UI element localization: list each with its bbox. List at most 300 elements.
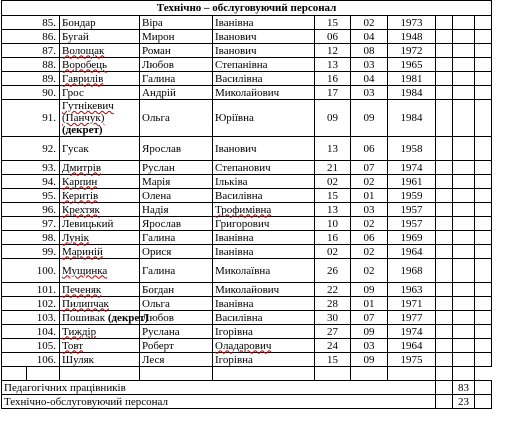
patronymic-text: Василівна [215,311,263,324]
patronymic-text: Ігорівна [215,353,253,366]
birth-month-cell: 03 [351,86,388,100]
empty-cell [140,367,213,381]
empty-cell [315,367,351,381]
empty-cell [453,175,475,189]
first-name-cell: Галина [140,72,213,86]
empty-cell [436,353,453,367]
first-name-cell: Леся [140,353,213,367]
surname-text: Пошивак [62,311,106,324]
empty-cell [2,367,27,381]
empty-cell [436,367,453,381]
row-number: 101. [2,283,60,297]
birth-year-cell: 1972 [388,44,436,58]
birth-day-cell: 15 [315,189,351,203]
birth-day-cell: 13 [315,137,351,161]
surname-cell [60,217,140,231]
surname-text: Печеняк [62,283,102,296]
first-name-cell: Марія [140,175,213,189]
staff-row [2,16,492,30]
birth-year-cell: 1973 [388,16,436,30]
empty-cell [475,137,492,161]
empty-cell [436,161,453,175]
patronymic-cell [213,231,315,245]
surname-cell [60,339,140,353]
birth-month-cell: 09 [351,325,388,339]
surname-text: Тиждір [62,325,97,338]
birth-year-cell: 1974 [388,325,436,339]
surname-cell [60,30,140,44]
birth-month-cell: 08 [351,44,388,58]
empty-cell [436,16,453,30]
patronymic-text: Миколайович [215,86,280,99]
surname-cell [60,161,140,175]
row-number: 97. [2,217,60,231]
empty-cell [475,311,492,325]
empty-cell [453,161,475,175]
empty-cell [436,217,453,231]
row-number: 96. [2,203,60,217]
empty-cell [475,175,492,189]
patronymic-text: Трофимівна [215,203,272,216]
empty-cell [453,311,475,325]
birth-day-cell: 24 [315,339,351,353]
empty-cell [436,231,453,245]
birth-year-cell: 1958 [388,137,436,161]
patronymic-cell [213,189,315,203]
patronymic-text: Василівна [215,189,263,202]
patronymic-text: Василівна [215,72,263,85]
row-number: 102. [2,297,60,311]
patronymic-cell [213,325,315,339]
birth-year-cell: 1957 [388,203,436,217]
empty-cell [475,217,492,231]
empty-cell [475,161,492,175]
empty-cell [453,16,475,30]
patronymic-cell [213,30,315,44]
staff-table-sheet [1,0,491,435]
staff-row [2,137,492,161]
birth-day-cell: 10 [315,217,351,231]
birth-day-cell: 12 [315,44,351,58]
first-name-cell: Ольга [140,297,213,311]
birth-day-cell: 13 [315,203,351,217]
surname-text: Мариній [62,245,103,258]
staff-row [2,44,492,58]
surname-maiden: (Панчук) [62,112,105,124]
empty-cell [436,189,453,203]
empty-cell [436,325,453,339]
empty-cell [475,339,492,353]
row-number: 87. [2,44,60,58]
staff-row [2,30,492,44]
staff-row [2,100,492,137]
birth-year-cell: 1968 [388,259,436,283]
surname-text: Крехтяк [62,203,100,216]
patronymic-cell [213,44,315,58]
surname-cell [60,283,140,297]
birth-year-cell: 1961 [388,175,436,189]
row-number: 86. [2,30,60,44]
patronymic-cell [213,58,315,72]
patronymic-text: Степанівна [215,58,268,71]
empty-cell [475,245,492,259]
summary-row [2,395,492,409]
empty-cell [475,297,492,311]
empty-cell [475,16,492,30]
empty-cell [475,353,492,367]
staff-row [2,259,492,283]
staff-row [2,311,492,325]
birth-day-cell: 09 [315,100,351,137]
patronymic-cell [213,203,315,217]
birth-day-cell: 17 [315,86,351,100]
empty-cell [453,353,475,367]
surname-cell [60,203,140,217]
surname-cell [60,297,140,311]
staff-row [2,231,492,245]
birth-day-cell: 28 [315,297,351,311]
birth-year-cell: 1977 [388,311,436,325]
patronymic-text: Оладарович [215,339,272,352]
empty-cell [436,203,453,217]
first-name-cell: Олена [140,189,213,203]
surname-cell [60,137,140,161]
empty-cell [453,367,475,381]
staff-row [2,86,492,100]
patronymic-text: Ільківа [215,175,248,188]
surname-text: Волощак [62,44,105,57]
first-name-cell: Надія [140,203,213,217]
empty-cell [453,297,475,311]
patronymic-text: Ігорівна [215,325,253,338]
empty-cell [453,231,475,245]
empty-cell [453,283,475,297]
birth-month-cell: 02 [351,259,388,283]
birth-year-cell: 1974 [388,161,436,175]
row-number: 94. [2,175,60,189]
patronymic-text: Миколаївна [215,264,271,277]
birth-month-cell: 02 [351,245,388,259]
patronymic-cell [213,175,315,189]
birth-day-cell: 15 [315,16,351,30]
empty-cell [475,203,492,217]
birth-month-cell: 09 [351,100,388,137]
birth-day-cell: 16 [315,231,351,245]
first-name-cell: Андрій [140,86,213,100]
row-number: 91. [2,100,60,137]
surname-cell [60,325,140,339]
birth-month-cell: 09 [351,353,388,367]
birth-year-cell: 1969 [388,231,436,245]
row-number: 85. [2,16,60,30]
patronymic-cell [213,161,315,175]
surname-text: Бондар [62,16,96,29]
patronymic-text: Іванівна [215,231,254,244]
first-name-cell: Мирон [140,30,213,44]
surname-cell [60,353,140,367]
patronymic-text: Миколайович [215,283,280,296]
birth-month-cell: 06 [351,137,388,161]
surname-text: Гутнікевич [62,100,114,112]
empty-cell [60,367,140,381]
first-name-cell: Галина [140,231,213,245]
empty-cell [475,44,492,58]
section-title: Технічно – обслуговуючий персонал [2,1,492,16]
summary-label: Педагогічних працівників [2,381,436,395]
patronymic-cell [213,339,315,353]
surname-text: Дмитрів [62,161,102,174]
row-number: 100. [2,259,60,283]
birth-day-cell: 30 [315,311,351,325]
empty-cell [351,367,388,381]
birth-year-cell: 1957 [388,217,436,231]
row-number: 98. [2,231,60,245]
birth-month-cell: 03 [351,58,388,72]
surname-text: Пилипчак [62,297,109,310]
empty-cell [453,86,475,100]
blank-row [2,367,492,381]
empty-cell [475,58,492,72]
staff-row [2,283,492,297]
summary-row [2,381,492,395]
staff-row [2,203,492,217]
surname-cell [60,245,140,259]
birth-year-cell: 1948 [388,30,436,44]
birth-month-cell: 04 [351,72,388,86]
empty-cell [436,72,453,86]
row-number: 103. [2,311,60,325]
staff-row [2,325,492,339]
decree-note: (декрет) [107,311,149,324]
birth-day-cell: 27 [315,325,351,339]
birth-month-cell: 01 [351,189,388,203]
surname-text: Лунік [62,231,89,244]
first-name-cell: Любов [140,311,213,325]
empty-cell [436,137,453,161]
birth-month-cell: 07 [351,311,388,325]
birth-day-cell: 06 [315,30,351,44]
empty-cell [453,44,475,58]
row-number: 99. [2,245,60,259]
row-number: 95. [2,189,60,203]
patronymic-cell [213,86,315,100]
empty-cell [436,44,453,58]
row-number: 93. [2,161,60,175]
row-number: 92. [2,137,60,161]
row-number: 104. [2,325,60,339]
surname-text: Бугай [62,30,89,43]
empty-cell [388,367,436,381]
staff-row [2,189,492,203]
birth-day-cell: 21 [315,161,351,175]
empty-cell [436,100,453,137]
empty-cell [436,339,453,353]
title-row [2,1,492,16]
patronymic-text: Іванівна [215,297,254,310]
decree-note: (декрет) [62,124,103,136]
patronymic-text: Іванович [215,30,257,43]
empty-cell [475,72,492,86]
first-name-cell: Ярослав [140,137,213,161]
birth-day-cell: 15 [315,353,351,367]
patronymic-cell [213,72,315,86]
empty-cell [436,297,453,311]
empty-cell [436,259,453,283]
empty-cell [453,217,475,231]
empty-cell [453,137,475,161]
surname-text: Воробець [62,58,108,71]
birth-year-cell: 1984 [388,86,436,100]
surname-text: Гаврилів [62,72,104,85]
patronymic-cell [213,259,315,283]
patronymic-cell [213,137,315,161]
row-number: 105. [2,339,60,353]
empty-cell [436,86,453,100]
birth-month-cell: 02 [351,175,388,189]
staff-row [2,72,492,86]
birth-day-cell: 02 [315,175,351,189]
empty-cell [475,381,492,395]
surname-text: Грос [62,86,84,99]
staff-row [2,217,492,231]
empty-cell [436,245,453,259]
empty-cell [436,395,453,409]
first-name-cell: Руслан [140,161,213,175]
birth-year-cell: 1975 [388,353,436,367]
surname-cell [60,100,140,137]
surname-cell [60,175,140,189]
birth-day-cell: 02 [315,245,351,259]
empty-cell [436,311,453,325]
surname-cell [60,44,140,58]
patronymic-text: Іванович [215,142,257,155]
empty-cell [475,86,492,100]
surname-text: Левицький [62,217,114,230]
row-number: 88. [2,58,60,72]
birth-year-cell: 1964 [388,245,436,259]
patronymic-cell [213,297,315,311]
empty-cell [475,100,492,137]
row-number: 90. [2,86,60,100]
staff-row [2,175,492,189]
birth-year-cell: 1971 [388,297,436,311]
surname-cell [60,189,140,203]
empty-cell [436,58,453,72]
patronymic-cell [213,311,315,325]
patronymic-text: Григорович [215,217,270,230]
staff-row [2,58,492,72]
birth-day-cell: 13 [315,58,351,72]
empty-cell [436,283,453,297]
birth-year-cell: 1964 [388,339,436,353]
empty-cell [475,283,492,297]
first-name-cell: Роберт [140,339,213,353]
summary-value: 23 [453,395,475,409]
empty-cell [453,245,475,259]
empty-cell [27,367,60,381]
birth-month-cell: 04 [351,30,388,44]
patronymic-cell [213,245,315,259]
birth-month-cell: 03 [351,203,388,217]
first-name-cell: Любов [140,58,213,72]
first-name-cell: Руслана [140,325,213,339]
empty-cell [453,259,475,283]
empty-cell [475,189,492,203]
empty-cell [475,30,492,44]
empty-cell [453,339,475,353]
empty-cell [475,231,492,245]
staff-row [2,339,492,353]
empty-cell [453,325,475,339]
birth-month-cell: 09 [351,283,388,297]
surname-cell [60,58,140,72]
birth-year-cell: 1984 [388,100,436,137]
empty-cell [475,325,492,339]
birth-year-cell: 1981 [388,72,436,86]
patronymic-cell [213,100,315,137]
birth-day-cell: 22 [315,283,351,297]
patronymic-text: Іванівна [215,245,254,258]
birth-month-cell: 02 [351,16,388,30]
row-number: 106. [2,353,60,367]
empty-cell [213,367,315,381]
staff-row [2,245,492,259]
first-name-cell: Віра [140,16,213,30]
first-name-cell: Богдан [140,283,213,297]
surname-cell [60,259,140,283]
birth-year-cell: 1965 [388,58,436,72]
first-name-cell: Ярослав [140,217,213,231]
patronymic-text: Іванович [215,44,257,57]
birth-year-cell: 1959 [388,189,436,203]
patronymic-cell [213,353,315,367]
first-name-cell: Ольга [140,100,213,137]
empty-cell [453,30,475,44]
empty-cell [475,259,492,283]
birth-month-cell: 02 [351,217,388,231]
birth-day-cell: 26 [315,259,351,283]
empty-cell [436,175,453,189]
empty-cell [453,189,475,203]
patronymic-cell [213,16,315,30]
birth-month-cell: 03 [351,339,388,353]
birth-year-cell: 1963 [388,283,436,297]
staff-row [2,297,492,311]
surname-cell [60,231,140,245]
empty-cell [453,72,475,86]
surname-cell [60,311,149,325]
empty-cell [453,100,475,137]
surname-text: Керитів [62,189,99,202]
summary-label: Технічно-обслуговуючий персонал [2,395,436,409]
staff-table [1,0,492,409]
patronymic-text: Юріївна [215,112,254,124]
surname-text: Товт [62,339,84,352]
staff-row [2,161,492,175]
birth-month-cell: 01 [351,297,388,311]
staff-row [2,353,492,367]
patronymic-text: Степанович [215,161,271,174]
surname-text: Мущинка [62,264,108,277]
empty-cell [453,203,475,217]
summary-value: 83 [453,381,475,395]
empty-cell [436,30,453,44]
birth-day-cell: 16 [315,72,351,86]
empty-cell [436,381,453,395]
surname-text: Гусак [62,142,89,155]
empty-cell [475,395,492,409]
first-name-cell: Галина [140,259,213,283]
